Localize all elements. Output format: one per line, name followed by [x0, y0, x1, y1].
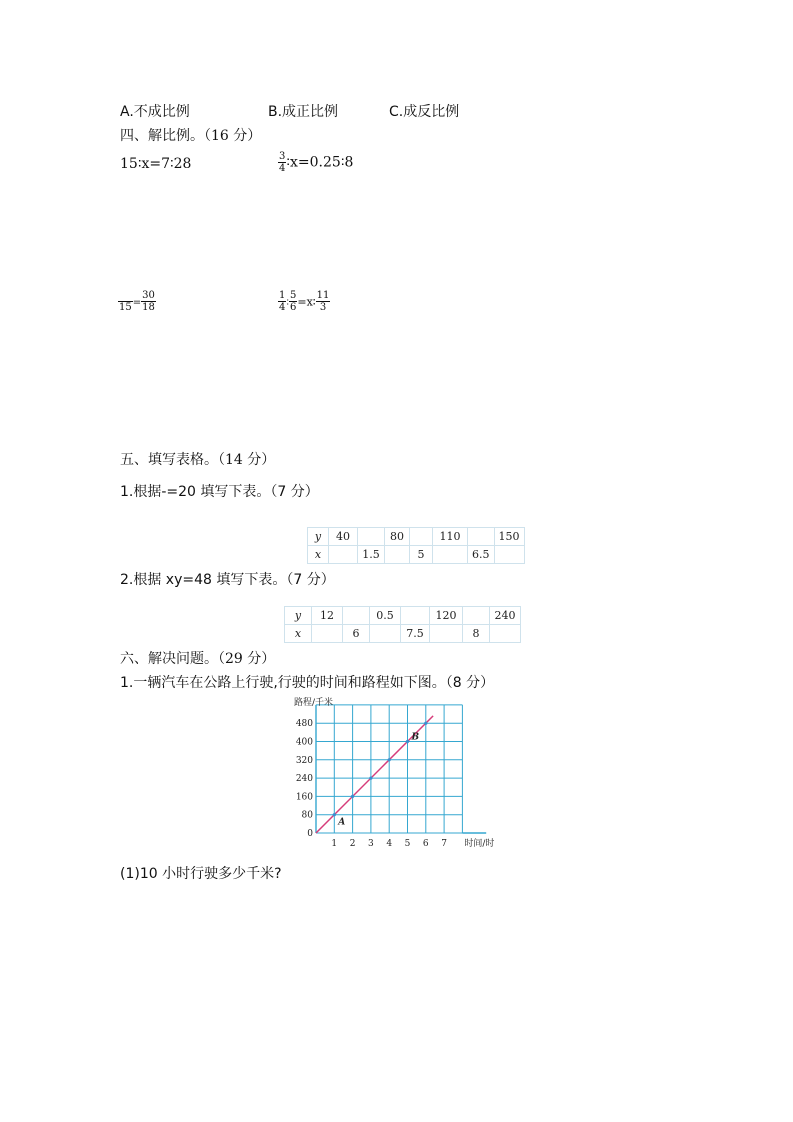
table-cell [385, 546, 410, 564]
point-label: A [338, 817, 346, 828]
value-table-2 [284, 606, 521, 643]
y-tick-label: 400 [295, 737, 313, 748]
table-cell [494, 546, 524, 564]
table-cell [430, 625, 463, 643]
table-cell: y [285, 607, 312, 625]
x-tick-label: 1 [331, 839, 338, 849]
data-point [369, 777, 372, 780]
table-cell: 7.5 [401, 625, 430, 643]
data-point [333, 813, 336, 816]
sub-question-1: (1)10 小时行驶多少千米? [120, 866, 282, 882]
table-cell: x [308, 546, 329, 564]
x-tick-label: 2 [349, 839, 356, 849]
table-cell: 0.5 [370, 607, 401, 625]
x-tick-label: 3 [368, 839, 374, 849]
data-point [424, 722, 427, 725]
x-axis-label: 时间/时 [464, 839, 495, 849]
fraction: $\frac{11}{3}$ [316, 290, 330, 313]
y-tick-label: 80 [301, 810, 313, 821]
fraction: $\frac{3}{4}$ [279, 151, 286, 174]
table-cell [410, 528, 433, 546]
equation-3: 15 = $\frac{30}{18}$ [119, 290, 155, 313]
fraction: 15 [118, 290, 133, 313]
question-5-1: 1.根据-=20 填写下表。（7 分） [120, 484, 319, 500]
y-tick-label: 320 [295, 755, 313, 766]
equation-1: 15∶x=7∶28 [120, 156, 192, 172]
y-axis-label: 路程/千米 [294, 698, 334, 708]
choice-b: B.成正比例 [268, 104, 339, 120]
table-row [308, 528, 525, 546]
table-cell [401, 607, 430, 625]
table-cell: 8 [463, 625, 490, 643]
x-tick-label: 4 [386, 839, 393, 849]
data-point [406, 740, 409, 743]
table-cell [343, 607, 370, 625]
x-tick-label: 6 [422, 839, 429, 849]
table-row [285, 625, 521, 643]
table-cell: 6.5 [468, 546, 495, 564]
table-cell: 120 [430, 607, 463, 625]
table-cell: y [308, 528, 329, 546]
data-point [388, 758, 391, 761]
table-cell: 5 [410, 546, 433, 564]
y-tick-label: 480 [295, 719, 313, 730]
table-cell: 240 [490, 607, 521, 625]
table-cell [490, 625, 521, 643]
section5-heading: 五、填写表格。（14 分） [120, 452, 276, 468]
section4-heading: 四、解比例。（16 分） [120, 128, 262, 144]
section6-heading: 六、解决问题。（29 分） [120, 651, 276, 667]
table-cell: 12 [312, 607, 343, 625]
distance-time-chart [280, 693, 510, 853]
question-6-1: 1.一辆汽车在公路上行驶,行驶的时间和路程如下图。（8 分） [120, 675, 495, 691]
table-cell: 110 [433, 528, 468, 546]
table-cell: 1.5 [358, 546, 385, 564]
equation-4: $\frac{1}{4}$ ∶ $\frac{5}{6}$ =x∶ $\frac{11}{3}$ [279, 290, 330, 313]
table-cell: x [285, 625, 312, 643]
table-cell: 150 [494, 528, 524, 546]
value-table-1 [307, 527, 525, 564]
table-cell [329, 546, 358, 564]
table-cell [463, 607, 490, 625]
question-5-2: 2.根据 xy=48 填写下表。（7 分） [120, 572, 335, 588]
table-row [285, 607, 521, 625]
fraction: $\frac{1}{4}$ [279, 290, 286, 313]
table-cell: 40 [329, 528, 358, 546]
equation-2: $\frac{3}{4}$ ∶x=0.25∶8 [279, 151, 354, 174]
fraction: $\frac{5}{6}$ [289, 290, 297, 313]
choice-a: A.不成比例 [120, 104, 190, 120]
fraction: $\frac{30}{18}$ [142, 290, 155, 313]
table-cell: 80 [385, 528, 410, 546]
x-tick-label: 5 [404, 839, 411, 849]
y-tick-label: 160 [295, 792, 313, 803]
table-row [308, 546, 525, 564]
origin-label: 0 [307, 829, 313, 839]
point-label: B [411, 732, 420, 743]
data-point [351, 795, 354, 798]
choice-c: C.成反比例 [389, 104, 460, 120]
table-cell [312, 625, 343, 643]
table-cell [358, 528, 385, 546]
table-cell [468, 528, 495, 546]
table-cell [433, 546, 468, 564]
table-cell: 6 [343, 625, 370, 643]
y-tick-label: 240 [295, 774, 313, 785]
table-cell [370, 625, 401, 643]
x-tick-label: 7 [441, 839, 447, 849]
